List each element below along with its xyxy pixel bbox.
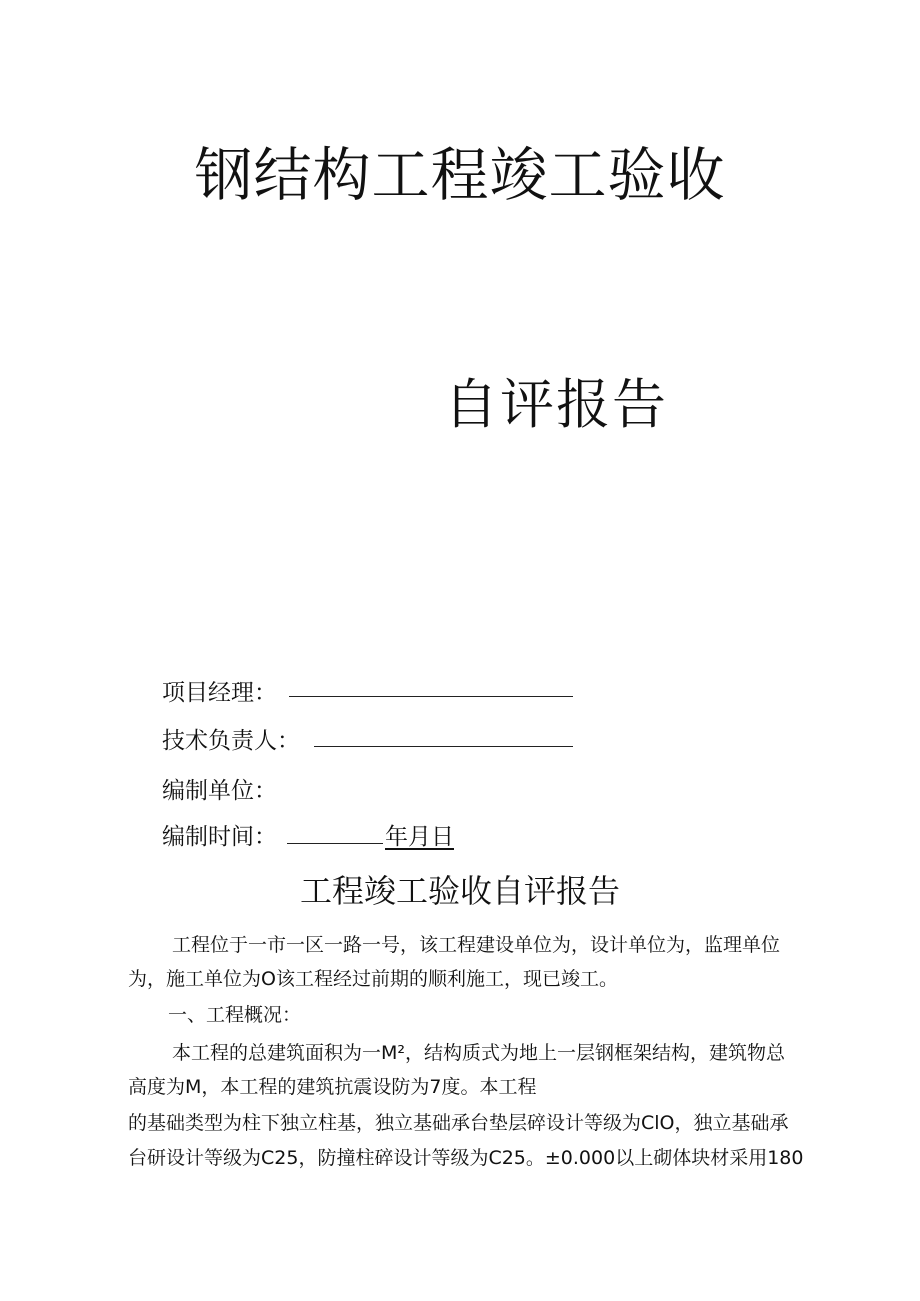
date-suffix: 年月日 bbox=[385, 824, 454, 850]
tech-lead-line bbox=[314, 746, 573, 747]
cover-subtitle: 自评报告 bbox=[444, 373, 668, 436]
tech-lead-label: 技术负责人： bbox=[162, 728, 300, 754]
compiling-time-label: 编制时间： bbox=[162, 824, 277, 850]
paragraph-1-line-2: 为，施工单位为O该工程经过前期的顺利施工，现已竣工。 bbox=[128, 968, 618, 990]
paragraph-2-line-1: 本工程的总建筑面积为一M²，结构质式为地上一层钢框架结构，建筑物总 bbox=[172, 1042, 786, 1064]
paragraph-2-line-4: 台研设计等级为C25，防撞柱碎设计等级为C25。±0.000以上砌体块材采用180 bbox=[128, 1147, 804, 1169]
compiling-unit-label: 编制单位： bbox=[162, 778, 277, 804]
section-1-heading: 一、工程概况： bbox=[168, 1004, 302, 1026]
cover-title: 钢结构工程竣工验收 bbox=[194, 141, 726, 209]
compiling-time-line bbox=[287, 843, 383, 844]
report-heading: 工程竣工验收自评报告 bbox=[299, 872, 620, 910]
project-manager-label: 项目经理： bbox=[162, 680, 277, 706]
paragraph-2-line-3: 的基础类型为柱下独立柱基，独立基础承台垫层碎设计等级为ClO，独立基础承 bbox=[128, 1112, 789, 1134]
paragraph-2-line-2: 高度为M，本工程的建筑抗震设防为7度。本工程 bbox=[128, 1076, 537, 1098]
project-manager-line bbox=[289, 696, 573, 697]
paragraph-1-line-1: 工程位于一市一区一路一号，该工程建设单位为，设计单位为，监理单位 bbox=[172, 934, 781, 956]
